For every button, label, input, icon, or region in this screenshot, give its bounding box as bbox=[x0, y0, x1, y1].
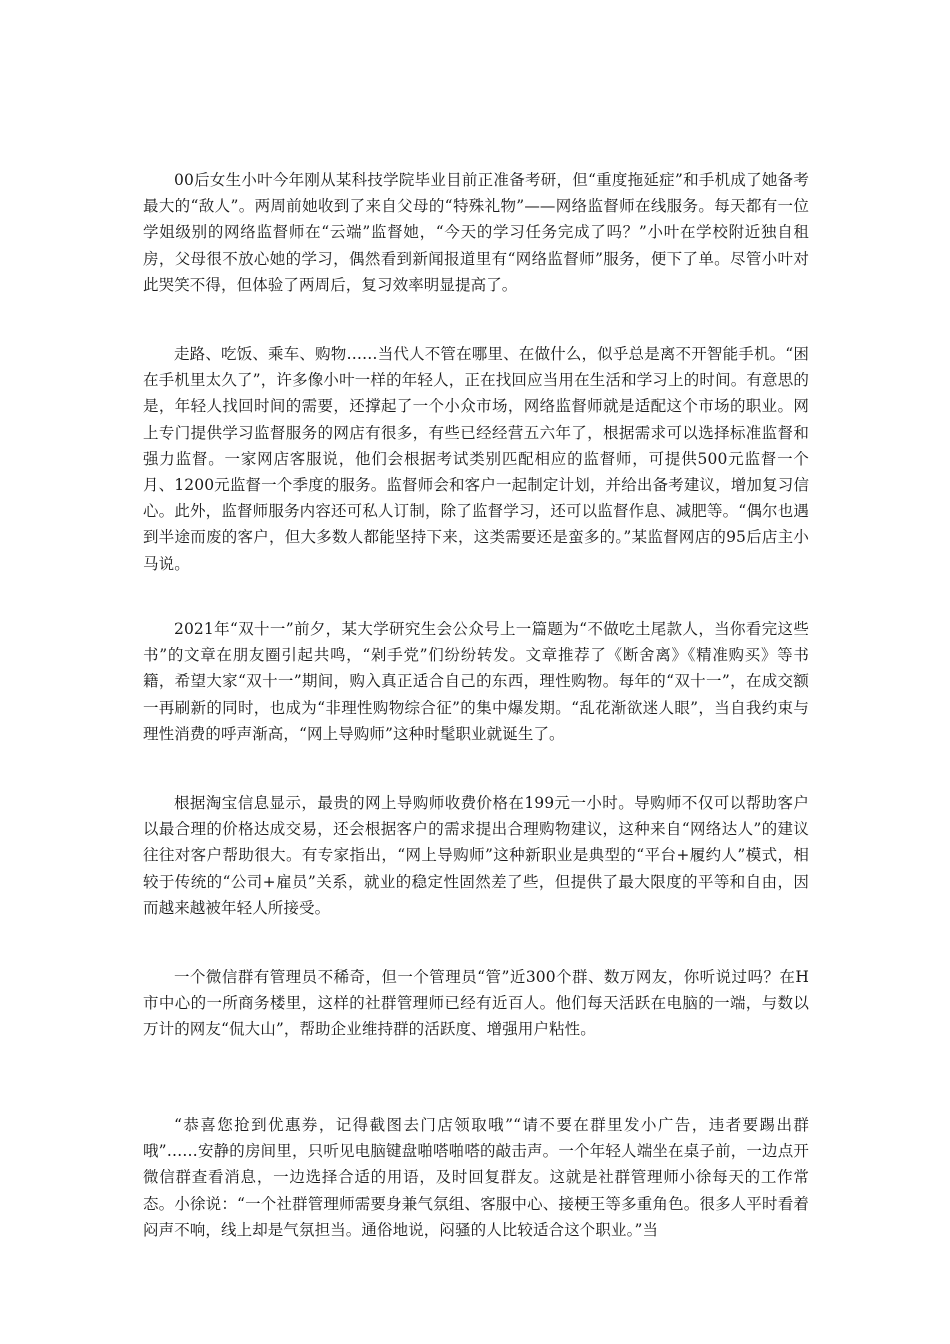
paragraph-5: 一个微信群有管理员不稀奇，但一个管理员“管”近300个群、数万网友，你听说过吗？在H市中心的一所商务楼里，这样的社群管理师已经有近百人。他们每天活跃在电脑的一端，与数以万计的网友“侃大山”，帮助企业维持群的活跃度、增强用户粘性。 bbox=[143, 968, 809, 1039]
paragraph-6: “恭喜您抢到优惠券，记得截图去门店领取哦”“请不要在群里发小广告，违者要踢出群哦”……安静的房间里，只听见电脑键盘啪嗒啪嗒的敲击声。一个年轻人端坐在桌子前，一边点开微信群查看消息，一边选择合适的用语，及时回复群友。这就是社群管理师小徐每天的工作常态。小徐说：“一个社群管理师需要身兼气氛组、客服中心、接梗王等多重角色。很多人平时看着闷声不响，线上却是气氛担当。通俗地说，闷骚的人比较适合这个职业。”当 bbox=[143, 1116, 809, 1239]
paragraph-2: 走路、吃饭、乘车、购物……当代人不管在哪里、在做什么，似乎总是离不开智能手机。“困在手机里太久了”，许多像小叶一样的年轻人，正在找回应当用在生活和学习上的时间。有意思的是，年轻人找回时间的需要，还撑起了一个小众市场，网络监督师就是适配这个市场的职业。网上专门提供学习监督服务的网店有很多，有些已经经营五六年了，根据需求可以选择标准监督和强力监督。一家网店客服说，他们会根据考试类别匹配相应的监督师，可提供500元监督一个月、1200元监督一个季度的服务。监督师会和客户一起制定计划，并给出备考建议，增加复习信心。此外，监督师服务内容还可私人订制，除了监督学习，还可以监督作息、减肥等。“偶尔也遇到半途而废的客户，但大多数人都能坚持下来，这类需要还是蛮多的。”某监督网店的95后店主小马说。 bbox=[143, 345, 809, 573]
paragraph-4: 根据淘宝信息显示，最贵的网上导购师收费价格在199元一小时。导购师不仅可以帮助客户以最合理的价格达成交易，还会根据客户的需求提出合理购物建议，这种来自“网络达人”的建议往往对客户帮助很大。有专家指出，“网上导购师”这种新职业是典型的“平台+履约人”模式，相较于传统的“公司+雇员”关系，就业的稳定性固然差了些，但提供了最大限度的平等和自由，因而越来越被年轻人所接受。 bbox=[143, 794, 809, 917]
paragraph-3: 2021年“双十一”前夕，某大学研究生会公众号上一篇题为“不做吃土尾款人，当你看完这些书”的文章在朋友圈引起共鸣，“剁手党”们纷纷转发。文章推荐了《断舍离》《精准购买》等书籍，希望大家“双十一”期间，购入真正适合自己的东西，理性购物。每年的“双十一”，在成交额一再刷新的同时，也成为“非理性购物综合征”的集中爆发期。“乱花渐欲迷人眼”，当自我约束与理性消费的呼声渐高，“网上导购师”这种时髦职业就诞生了。 bbox=[143, 620, 809, 743]
paragraph-1: 00后女生小叶今年刚从某科技学院毕业目前正准备考研，但“重度拖延症”和手机成了她备考最大的“敌人”。两周前她收到了来自父母的“特殊礼物”——网络监督师在线服务。每天都有一位学姐级别的网络监督师在“云端”监督她，“今天的学习任务完成了吗？”小叶在学校附近独自租房，父母很不放心她的学习，偶然看到新闻报道里有“网络监督师”服务，便下了单。尽管小叶对此哭笑不得，但体验了两周后，复习效率明显提高了。 bbox=[143, 171, 809, 294]
